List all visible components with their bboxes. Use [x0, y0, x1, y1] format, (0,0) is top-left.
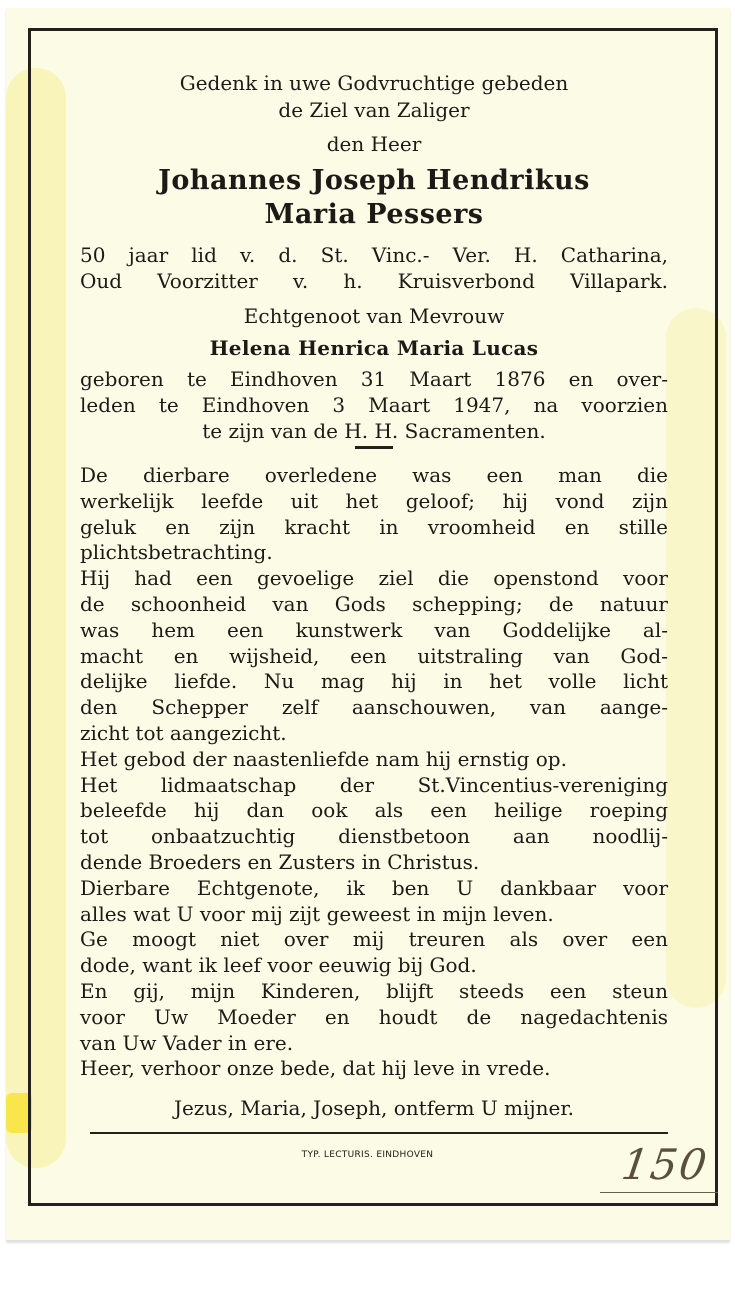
text-line: Dierbare Echtgenote, ik ben U dankbaar voor	[80, 875, 668, 900]
text-line: van Uw Vader in ere.	[80, 1030, 294, 1055]
printer-credit: TYP. LECTURIS. EINDHOVEN	[301, 1150, 434, 1160]
text-line: de schoonheid van Gods schepping; de natuur	[80, 591, 668, 616]
text-line: alles wat U voor mij zijt geweest in mijn leven.	[80, 901, 554, 926]
intro-line: de Ziel van Zaliger	[278, 98, 470, 122]
text-line: tot onbaatzuchtig dienstbetoon aan noodlij-	[80, 824, 668, 849]
deceased-name-line: Johannes Joseph Hendrikus	[158, 165, 590, 196]
text-line: Het gebod der naastenliefde nam hij ernstig op.	[80, 746, 567, 771]
deceased-name-line: Maria Pessers	[264, 199, 484, 230]
text-line: werkelijk leefde uit het geloof; hij vond zijn	[80, 488, 668, 513]
text-line: Het lidmaatschap der St.Vincentius-vereniging	[80, 772, 668, 797]
divider	[90, 1132, 668, 1134]
text-line: En gij, mijn Kinderen, blijft steeds een steun	[80, 978, 668, 1003]
role-line: Oud Voorzitter v. h. Kruisverbond Villapark.	[80, 269, 668, 293]
card-text	[80, 70, 668, 1120]
birth-line: geboren te Eindhoven 31 Maart 1876 en over-	[80, 367, 668, 391]
prayer-intro	[80, 70, 668, 124]
text-line: den Schepper zelf aanschouwen, van aange-	[80, 695, 668, 720]
text-line: zicht tot aangezicht.	[80, 720, 287, 745]
text-line: dode, want ik leef voor eeuwig bij God.	[80, 953, 477, 978]
birth-death-details	[80, 366, 668, 444]
text-line: geluk en zijn kracht in vroomheid en stille	[80, 514, 668, 539]
text-line: Heer, verhoor onze bede, dat hij leve in vrede.	[80, 1056, 551, 1081]
roles	[80, 242, 668, 294]
spouse-name: Helena Henrica Maria Lucas	[209, 336, 539, 360]
title-den-heer: den Heer	[326, 132, 422, 156]
closing-prayer: Jezus, Maria, Joseph, ontferm U mijner.	[173, 1096, 575, 1121]
text-line: dende Broeders en Zusters in Christus.	[80, 849, 480, 874]
role-line: 50 jaar lid v. d. St. Vinc.- Ver. H. Catharina,	[80, 243, 668, 267]
divider	[355, 446, 393, 449]
text-line: Ge moogt niet over mij treuren als over een	[80, 927, 668, 952]
birth-line: te zijn van de H. H. Sacramenten.	[202, 419, 546, 443]
deceased-name	[80, 164, 668, 232]
text-line: Hij had een gevoelige ziel die openstond voor	[80, 566, 668, 591]
text-line: plichtsbetrachting.	[80, 540, 273, 565]
text-line: De dierbare overledene was een man die	[80, 463, 668, 487]
text-line: delijke liefde. Nu mag hij in het volle licht	[80, 669, 668, 694]
text-line: voor Uw Moeder en houdt de nagedachtenis	[80, 1004, 668, 1029]
handwritten-number: 150	[618, 1140, 712, 1189]
birth-line: leden te Eindhoven 3 Maart 1947, na voorzien	[80, 393, 668, 417]
text-line: was hem een kunstwerk van Goddelijke al-	[80, 617, 668, 642]
spouse-intro: Echtgenoot van Mevrouw	[243, 304, 505, 328]
text-line: macht en wijsheid, een uitstraling van God-	[80, 643, 668, 668]
intro-line: Gedenk in uwe Godvruchtige gebeden	[179, 71, 569, 95]
memorial-text	[80, 463, 668, 1082]
text-line: beleefde hij dan ook als een heilige roeping	[80, 798, 668, 823]
handwritten-underline	[600, 1192, 718, 1193]
